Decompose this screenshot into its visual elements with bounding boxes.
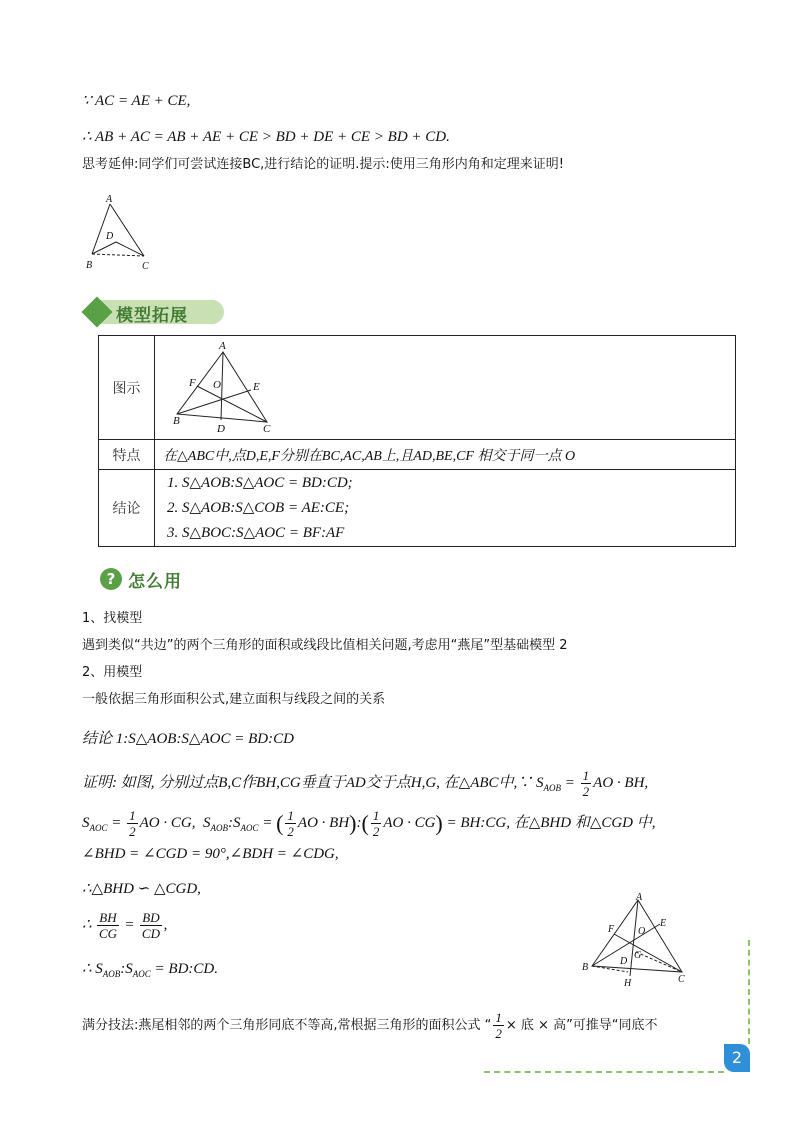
tip-text: 满分技法:燕尾相邻的两个三角形同底不等高,常根据三角形的面积公式 “ [82, 1018, 492, 1033]
figure-cevian-triangle [163, 338, 283, 434]
proof-line-2-tail: = BH:CG, 在△BHD 和△CGD 中, [446, 814, 656, 831]
figure-proof-triangle [578, 892, 690, 988]
line-extension: 思考延伸:同学们可尝试连接BC,进行结论的证明.提示:使用三角形内角和定理来证明! [82, 157, 565, 172]
fig1-label-c: C [142, 261, 149, 272]
proof-line-4: ∴△BHD ∽ △CGD, [82, 881, 201, 897]
line-ac-eq: ∵ AC = AE + CE, [82, 93, 191, 109]
footer-dashed-vertical [748, 940, 750, 1044]
proof-line-6-head: ∴ S [82, 961, 103, 977]
line-sum-ineq: ∴ AB + AC = AB + AE + CE > BD + DE + CE > BD + CD. [82, 129, 450, 145]
step1-heading: 1、找模型 [82, 611, 143, 626]
proof-line-1-text: 证明: 如图, 分别过点B,C作BH,CG垂直于AD交于点H,G, 在△ABC中,∵ [82, 774, 533, 791]
fig2-label-d: D [217, 422, 225, 434]
fig2-label-f: F [189, 376, 196, 389]
fig2-label-c: C [263, 422, 271, 434]
tip-text-tail: × 底 × 高”可推导“同底不 [505, 1018, 658, 1033]
page-number: 2 [724, 1044, 750, 1072]
fig3-label-b: B [582, 962, 589, 973]
howto-title: 怎么用 [128, 572, 182, 592]
proof-line-2: $S_{AOC}$ = $\frac{1}{2}$ AO · CG, $S_{AOB}:S_{AOC}$ = ( $\frac{1}{2}$ AO · BH):( $\frac{1}{2}$ AO · CG) = BH:CG, 在△BHD 和△CGD 中, [82, 808, 656, 839]
fig2-label-e: E [253, 380, 260, 393]
table-label-feature: 特点 [99, 440, 155, 470]
conclusion-1: 1. S△AOB:S△AOC = BD:CD; [167, 474, 353, 491]
footer-dashed-horizontal [484, 1071, 724, 1073]
proof-area-symbol: S [536, 774, 544, 791]
proof-line-1: 证明: 如图, 分别过点B,C作BH,CG垂直于AD交于点H,G, 在△ABC中,∵ $S_{AOB}$ = $\frac{1}{2}$ AO · BH, [82, 768, 649, 799]
tip-line: 满分技法:燕尾相邻的两个三角形同底不等高,常根据三角形的面积公式 “ $\frac{1}{2}$ × 底 × 高”可推导“同底不 [82, 1010, 658, 1041]
proof-line-6: ∴ $S_{AOB}:S_{AOC}$ = BD:CD. [82, 961, 218, 979]
fig3-label-g: G [634, 950, 642, 961]
fig1-label-d: D [106, 231, 114, 242]
conclusion-1-heading: 结论 1:S△AOB:S△AOC = BD:CD [82, 731, 294, 747]
step2-heading: 2、用模型 [82, 665, 143, 680]
figure-triangle-abcd [84, 192, 160, 274]
fig3-label-o: O [638, 926, 646, 937]
table-feature-text: 在△ABC中,点D,E,F分别在BC,AC,AB上,且AD,BE,CF 相交于同一点 O [155, 440, 736, 470]
fig3-label-e: E [660, 918, 667, 929]
model-table [98, 335, 736, 547]
step2-text: 一般依据三角形面积公式,建立面积与线段之间的关系 [82, 692, 386, 707]
conclusion-2: 2. S△AOB:S△COB = AE:CE; [167, 499, 350, 516]
proof-line-5: ∴ $\frac{BH}{CG}$ = $\frac{BD}{CD}$ , [82, 910, 168, 941]
banner-title: 模型拓展 [116, 306, 188, 326]
fig3-label-f: F [608, 924, 615, 935]
proof-line-6-tail: = BD:CD. [154, 961, 218, 977]
fig1-label-b: B [86, 260, 93, 271]
fig2-label-b: B [173, 414, 180, 427]
table-conclusions [155, 470, 736, 547]
fig3-label-a: A [636, 892, 643, 903]
fig1-label-a: A [106, 194, 113, 205]
step1-text: 遇到类似“共边”的两个三角形的面积或线段比值相关问题,考虑用“燕尾”型基础模型 2 [82, 638, 568, 653]
fig3-label-d: D [620, 956, 628, 967]
fig2-label-a: A [219, 339, 226, 352]
table-figure-cell [155, 336, 736, 440]
conclusion-3: 3. S△BOC:S△AOC = BF:AF [167, 524, 345, 541]
proof-line-3: ∠BHD = ∠CGD = 90°,∠BDH = ∠CDG, [82, 846, 339, 862]
table-label-conclusion: 结论 [99, 470, 155, 547]
fig2-label-o: O [213, 378, 221, 391]
section-banner-model-extension [84, 298, 226, 326]
fraction-half: $\frac{1}{2}$ [582, 768, 590, 799]
table-label-figure: 图示 [99, 336, 155, 440]
fig3-label-h: H [624, 978, 632, 988]
question-circle-icon: ? [100, 568, 122, 590]
fig3-label-c: C [678, 974, 685, 985]
